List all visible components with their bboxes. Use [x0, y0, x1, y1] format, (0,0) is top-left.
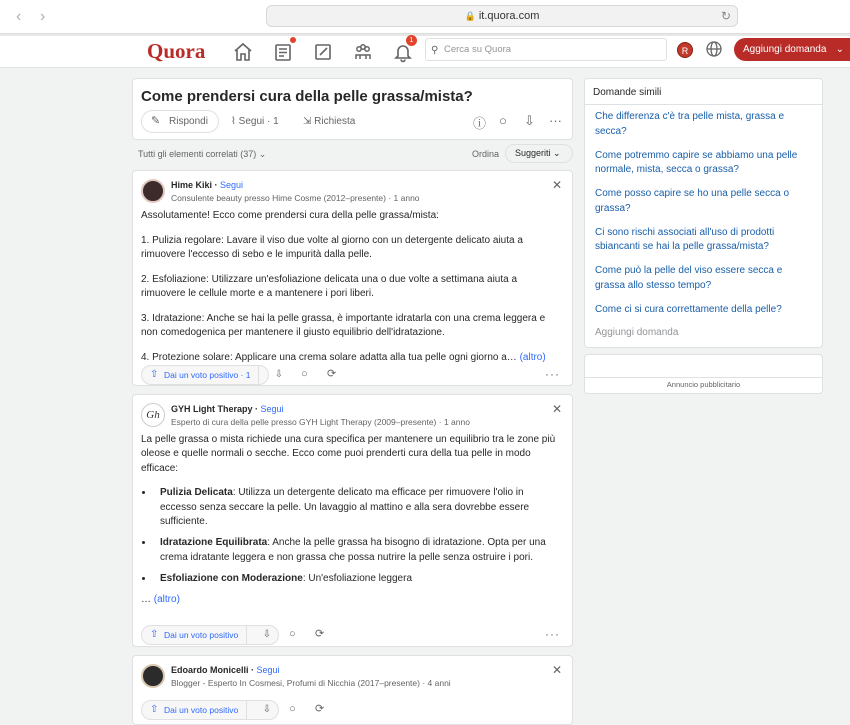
request-button[interactable]: [303, 116, 355, 127]
vote-bar: [141, 700, 279, 720]
author-credential: Consulente beauty presso Hime Cosme (2012–presente) · 1 anno: [171, 193, 420, 203]
home-icon[interactable]: [232, 41, 254, 63]
related-question-link[interactable]: Come potremmo capire se abbiamo una pelle normale, mista, secca o grassa?: [595, 149, 798, 175]
downvote-button[interactable]: ⇩: [274, 369, 284, 380]
author-name[interactable]: Edoardo Monicelli · Segui: [171, 665, 280, 675]
request-icon: ⇲: [303, 116, 312, 127]
reload-icon[interactable]: ↻: [720, 9, 731, 23]
answer-list: [141, 486, 561, 586]
upvote-label: Dai un voto positivo · 1: [164, 370, 251, 380]
author-credential: Esperto di cura della pelle presso GYH Light Therapy (2009–presente) · 1 anno: [171, 417, 470, 427]
back-arrow-icon[interactable]: ‹: [16, 8, 22, 25]
ad-label: Annuncio pubblicitario: [666, 380, 741, 389]
answer-body: [141, 209, 561, 376]
answer-label: Rispondi: [169, 116, 208, 127]
author-avatar[interactable]: Gh: [141, 403, 165, 427]
notification-badge: 1: [406, 35, 417, 46]
list-item-bold: Idratazione Equilibrata: [160, 537, 268, 549]
related-filter-dropdown[interactable]: [138, 149, 266, 160]
search-icon: ⚲: [431, 45, 439, 56]
follow-author-link[interactable]: Segui: [260, 404, 284, 414]
follow-label: Segui: [238, 116, 265, 127]
search-input[interactable]: [425, 38, 667, 61]
more-link[interactable]: (altro): [519, 352, 546, 364]
author-avatar[interactable]: [141, 179, 165, 203]
more-options-icon[interactable]: ···: [545, 367, 560, 381]
forward-arrow-icon[interactable]: ›: [40, 8, 46, 25]
answer-card: [132, 655, 573, 725]
comment-icon[interactable]: ○: [289, 628, 296, 640]
author-credential: Blogger - Esperto In Cosmesi, Profumi di Nicchia (2017–presente) · 4 anni: [171, 678, 451, 688]
info-icon[interactable]: ⓘ: [473, 116, 487, 131]
panel-title: Domande simili: [593, 87, 662, 98]
answer-last-line: 4. Protezione solare: Applicare una crema solare adatta alla tua pelle ogni giorno a…: [141, 352, 517, 364]
author-name[interactable]: Hime Kiki · Segui: [171, 180, 244, 190]
rss-icon: ⌇: [231, 116, 236, 127]
answer-card: [132, 170, 573, 386]
list-item-text: : Utilizza un detergente delicato ma efficace per rimuovere l'olio in eccesso senza seccare la pelle. Un lavaggio al mattino e alla sera dovrebbe essere sufficiente.: [160, 487, 530, 527]
spaces-icon[interactable]: [352, 41, 374, 63]
sort-value: Suggeriti: [515, 148, 551, 158]
author-name-text: Edoardo Monicelli: [171, 665, 249, 675]
divider: [585, 377, 822, 378]
ellipsis: …: [141, 594, 151, 606]
comment-icon[interactable]: ○: [289, 703, 296, 715]
chevron-down-icon: ⌄: [553, 148, 561, 158]
address-bar[interactable]: [266, 5, 738, 27]
author-name-text: GYH Light Therapy: [171, 404, 253, 414]
follow-question-button[interactable]: ⌇ Segui · 1: [231, 116, 279, 127]
url-text: it.quora.com: [478, 10, 540, 22]
add-question-link[interactable]: Aggiungi domanda: [595, 326, 679, 338]
author-name-text: Hime Kiki: [171, 180, 213, 190]
upvote-label: Dai un voto positivo: [164, 705, 239, 715]
comment-icon[interactable]: ○: [499, 113, 507, 128]
upvote-button[interactable]: [142, 701, 247, 719]
answer-paragraph: 1. Pulizia regolare: Lavare il viso due volte al giorno con un detergente delicato aiuta a rimuovere l'eccesso di sebo e le impurità dalla pelle.: [141, 234, 523, 261]
answer-paragraph: Assolutamente! Ecco come prendersi cura della pelle grassa/mista:: [141, 210, 439, 221]
site-header: [0, 36, 850, 68]
related-question-link[interactable]: Come può la pelle del viso essere secca e grassa allo stesso tempo?: [595, 265, 783, 291]
more-options-icon[interactable]: ···: [545, 627, 560, 641]
request-label: Richiesta: [314, 116, 356, 127]
list-item: [154, 486, 561, 529]
related-question-link[interactable]: Ci sono rischi associati all'uso di prodotti sbiancanti se hai la pelle grassa/mista?: [595, 226, 775, 252]
answers-filter: [138, 144, 573, 164]
close-icon[interactable]: ✕: [551, 178, 562, 192]
comment-icon[interactable]: ○: [301, 368, 308, 380]
close-icon[interactable]: ✕: [551, 402, 562, 416]
chevron-down-icon: ⌄: [258, 149, 267, 159]
divider: [585, 104, 822, 105]
downvote-icon[interactable]: ⇩: [524, 113, 535, 128]
list-item-bold: Pulizia Delicata: [160, 487, 233, 499]
pencil-icon: ✎: [151, 115, 161, 127]
quora-logo[interactable]: Quora: [147, 39, 206, 63]
answer-truncated-line: [141, 351, 561, 365]
share-icon[interactable]: ⟳: [315, 703, 325, 715]
upvote-arrow-icon: ⇧: [150, 369, 159, 380]
notification-dot: [290, 37, 296, 43]
add-question-button[interactable]: [734, 38, 850, 61]
add-question-label: Aggiungi domanda: [743, 44, 827, 55]
list-item-text: : Un'esfoliazione leggera: [302, 572, 413, 584]
avatar[interactable]: R: [677, 42, 693, 58]
order-label: Ordina: [472, 149, 500, 159]
answer-card: [132, 394, 573, 647]
browser-toolbar: [0, 0, 850, 34]
author-name[interactable]: GYH Light Therapy · Segui: [171, 404, 284, 414]
related-questions-panel: [584, 78, 823, 348]
answer-paragraph: La pelle grassa o mista richiede una cura specifica per mantenere un equilibrio tra le zone più oleose e quelle normali o secche. Ecco come puoi prenderti cura della tua pelle in modo efficace:: [141, 434, 556, 474]
more-link[interactable]: (altro): [153, 594, 180, 606]
search-placeholder: Cerca su Quora: [444, 44, 512, 55]
more-options-icon[interactable]: ···: [549, 113, 562, 128]
sort-dropdown[interactable]: [505, 144, 573, 163]
follow-count: 1: [273, 116, 279, 127]
downvote-button[interactable]: ⇩: [262, 629, 272, 640]
upvote-button[interactable]: [142, 366, 259, 384]
follow-author-link[interactable]: Segui: [220, 180, 244, 190]
upvote-label: Dai un voto positivo: [164, 630, 239, 640]
question-title[interactable]: Come prendersi cura della pelle grassa/mista?: [141, 88, 473, 105]
answer-body: [141, 433, 561, 618]
question-card: [132, 78, 573, 140]
related-question-link[interactable]: Come ci si cura correttamente della pelle?: [595, 303, 782, 315]
upvote-arrow-icon: ⇧: [150, 704, 159, 715]
related-questions-list: [595, 110, 815, 338]
follow-author-link[interactable]: Segui: [256, 665, 280, 675]
list-item-bold: Esfoliazione con Moderazione: [160, 572, 303, 584]
answer-button[interactable]: [141, 110, 219, 133]
downvote-button[interactable]: ⇩: [262, 704, 272, 715]
list-item-text: : Anche la pelle grassa ha bisogno di idratazione. Opta per una crema idratante leggera e non grassa che possa nutrire la pelle senza ostruire i pori.: [160, 537, 546, 563]
related-question-link[interactable]: Che differenza c'è tra pelle mista, grassa e secca?: [595, 111, 785, 137]
ad-slot: [584, 354, 823, 394]
following-icon[interactable]: [272, 41, 294, 63]
answer-paragraph: 3. Idratazione: Anche se hai la pelle grassa, è importante idratarla con una crema leggera e non comedogenica per mantenere il giusto equilibrio dell'idratazione.: [141, 312, 546, 339]
close-icon[interactable]: ✕: [551, 663, 562, 677]
list-item: [154, 536, 561, 565]
lock-icon: 🔒: [464, 11, 476, 21]
author-avatar[interactable]: [141, 664, 165, 688]
globe-icon[interactable]: [705, 40, 723, 58]
related-question-link[interactable]: Come posso capire se ho una pelle secca o grassa?: [595, 188, 790, 214]
vote-bar: [141, 365, 284, 385]
list-item: [154, 572, 561, 586]
share-icon[interactable]: ⟳: [315, 628, 325, 640]
related-label: Tutti gli elementi correlati (37): [138, 149, 257, 159]
share-icon[interactable]: ⟳: [327, 368, 337, 380]
vote-bar: [141, 625, 279, 645]
answer-truncated-line: [141, 593, 561, 607]
chevron-down-icon[interactable]: ⌄: [835, 44, 844, 55]
answer-paragraph: 2. Esfoliazione: Utilizzare un'esfoliazione delicata una o due volte a settimana aiuta a rimuovere le cellule morte e a mantenere i pori liberi.: [141, 273, 518, 300]
upvote-arrow-icon: ⇧: [150, 629, 159, 640]
upvote-button[interactable]: [142, 626, 247, 644]
answer-pencil-icon[interactable]: [312, 41, 334, 63]
